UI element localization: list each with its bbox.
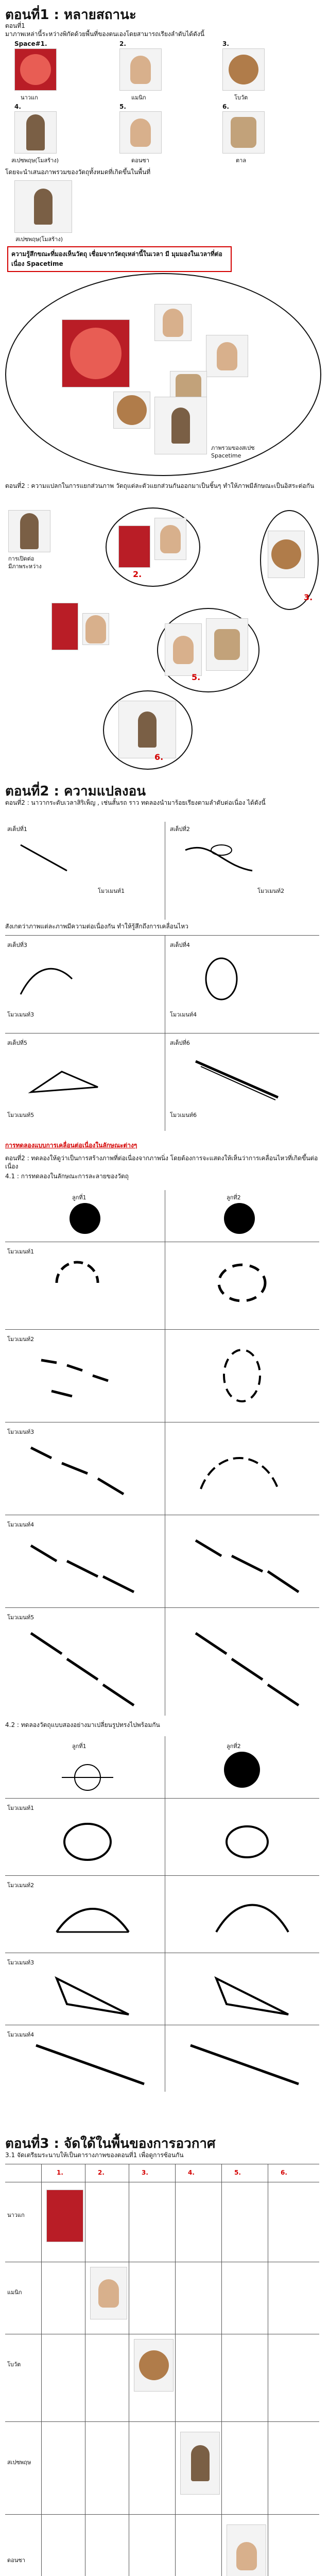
row-label-5: ดอนซา xyxy=(7,2557,25,2564)
section2-intro: ตอนที่2 : นาวากระดับเวลาสิริเพ็ญ , เช่นสั้นรถ ราว ทดลองนำมาร้อยเรียงตามลำดับต่อเนื่อง ได้ดังนี้ xyxy=(5,799,266,806)
item-2-label: แมนิก xyxy=(131,94,146,101)
grid-b-row-2: โมวเมนท์2 xyxy=(7,1882,34,1889)
grid-a-drawing-3r xyxy=(185,1437,299,1504)
table-cell-4-4 xyxy=(180,2432,220,2495)
row-label-2: แมนิก xyxy=(7,2289,22,2296)
grid-a-drawing-1l xyxy=(41,1257,134,1309)
grid-a-row-3: โมวเมนท์3 xyxy=(7,1429,34,1435)
grid-a-left-title: ลูกที่1 xyxy=(72,1194,86,1201)
composite-image xyxy=(14,180,72,233)
ellipse-image-4 xyxy=(113,392,150,429)
item-3-image xyxy=(222,48,265,91)
item-6-label: ตาล xyxy=(236,157,247,164)
step-label-j: สเต็ปที่6 xyxy=(170,1040,190,1046)
item-5-image xyxy=(119,111,162,154)
grid-b-drawing-3r xyxy=(206,1968,299,2025)
item-6-image xyxy=(222,111,265,154)
grid-b-row-1: โมวเมนท์1 xyxy=(7,1805,34,1811)
step-label-c: โมวเมนท์1 xyxy=(98,888,125,894)
sub-ellipse-2-number: 3. xyxy=(304,592,313,602)
sub-ellipse-3-image-a xyxy=(165,623,202,676)
ellipse-image-1 xyxy=(62,319,130,387)
spacetime-label: สเปซพฤษ(โมสร้าง) xyxy=(15,236,63,243)
step-label-b: สเต็ปที่2 xyxy=(170,826,190,833)
item-4-label: สเปซพฤษ(โมสร้าง) xyxy=(11,157,59,164)
grid-a-drawing-4l xyxy=(21,1530,144,1597)
item-4-number: 4. xyxy=(14,103,21,110)
sub-ellipse-3-image-b xyxy=(206,618,248,671)
grid-a-ball-left xyxy=(70,1203,100,1234)
step-label-g: โมวเมนท์3 xyxy=(7,1011,34,1018)
step-drawing-i xyxy=(26,1051,103,1103)
section3-title: ตอนที่3 : จัดใด้ในพื้นของการอวกาศ xyxy=(5,2136,216,2151)
step-drawing-b xyxy=(180,835,263,876)
grid-b-drawing-2r xyxy=(206,1891,299,1947)
section2-para-3: 4.2 : ทดลองวัตถุแบบสองอย่างมาเปลี่ยนรูปทรงไปพร้อมกัน xyxy=(5,1721,160,1728)
sub-ellipse-1-image-b xyxy=(154,518,186,560)
section1-prompt xyxy=(5,22,319,38)
item-5-label: ดอนซา xyxy=(131,157,149,164)
item-1-number: Space#1. xyxy=(14,40,47,47)
grid-b-drawing-4r xyxy=(185,2038,304,2089)
grid-b-row-3: โมวเมนท์3 xyxy=(7,1959,34,1966)
item-2-number: 2. xyxy=(119,40,126,47)
step-label-k: โมวเมนท์5 xyxy=(7,1112,34,1118)
col-head-5: 5. xyxy=(234,2169,241,2176)
grid-b-drawing-1r xyxy=(206,1814,288,1870)
grid-b-drawing-1l xyxy=(46,1814,129,1870)
item-3-number: 3. xyxy=(222,40,229,47)
grid-a-drawing-2l xyxy=(31,1345,144,1406)
section1-prompt-2: มาภาพเหล่านี้ระหว่างพิกัดด้วยพื้นที่ของตนเองโดยสามารถเรียงลำดับได้ดังนี้ xyxy=(5,30,204,38)
step-drawing-a xyxy=(15,835,77,876)
step-label-h: โมวเมนท์4 xyxy=(170,1011,197,1018)
grid-a-drawing-1r xyxy=(196,1257,288,1309)
grid-b-row-4: โมวเมนท์4 xyxy=(7,2031,34,2038)
sub-image-3 xyxy=(82,613,109,645)
item-3-label: โบวัต xyxy=(234,94,248,101)
step-label-d: โมวเมนท์2 xyxy=(257,888,285,894)
sub-label-1: การเปิดต่อ xyxy=(8,555,34,562)
col-head-6: 6. xyxy=(281,2169,287,2176)
sub-ellipse-4-image xyxy=(118,701,176,758)
grid-a-row-5: โมวเมนท์5 xyxy=(7,1614,34,1621)
grid-a-drawing-5l xyxy=(21,1623,144,1710)
grid-a-drawing-2r xyxy=(196,1345,288,1406)
row-label-3: โบวัต xyxy=(7,2361,21,2368)
grid-b-shape-left xyxy=(57,1752,118,1803)
step-drawing-f xyxy=(185,953,257,1005)
sub-ellipse-2-image xyxy=(268,531,305,578)
item-4-image xyxy=(14,111,57,154)
spacetime-note: ความรู้สึกขณะที่มองเห็นวัตถุ เชื่อมจากวัตถุเหล่านี้ในเวลา มี มุมมองในเวลาที่ต่อเนื่อง Spacetime xyxy=(7,246,232,272)
sub-ellipse-1-image-a xyxy=(118,526,150,568)
ellipse-image-3 xyxy=(206,335,248,377)
section1-caption-2: ตอนที่2 : ความแปลกในการแยกส่วนภาพ วัตถุแต่ละตัวแยกส่วนกันออกมาเป็นชิ้นๆ ทำให้ภาพมีลักษณะเป็นอิสระต่อกัน xyxy=(5,482,315,489)
section3-intro: 3.1 จัดเตรียมระนาบให้เป็นตารางภาพของตอนที่1 เพื่อดูการซ้อนกัน xyxy=(5,2151,184,2159)
sub-ellipse-1-number: 2. xyxy=(133,569,142,579)
table-cell-2-2 xyxy=(90,2267,127,2319)
step-drawing-j xyxy=(191,1051,283,1103)
step-drawing-e xyxy=(15,953,77,999)
section1-caption-below: โดยจะนำเสนอภาพรวมของวัตถุทั้งหมดที่เกิดขึ้นในพื้นที่ xyxy=(5,168,151,176)
grid-a-drawing-5r xyxy=(185,1623,309,1710)
item-1-image xyxy=(14,48,57,91)
sub-image-1 xyxy=(8,510,50,552)
grid-b-drawing-3l xyxy=(46,1968,139,2025)
ellipse-image-6 xyxy=(154,397,207,454)
grid-a-row-2: โมวเมนท์2 xyxy=(7,1336,34,1343)
sub-image-2 xyxy=(51,603,78,650)
grid-b-left-title: ลูกที่1 xyxy=(72,1743,86,1750)
sub-ellipse-4-number: 6. xyxy=(154,752,164,762)
table-cell-5-5 xyxy=(227,2524,266,2576)
table-cell-3-3 xyxy=(134,2339,174,2392)
grid-b-right-title: ลูกที่2 xyxy=(227,1743,241,1750)
col-head-4: 4. xyxy=(188,2169,195,2176)
step-label-e: สเต็ปที่3 xyxy=(7,942,27,948)
grid-b-drawing-4l xyxy=(31,2038,149,2089)
section1-prompt-1: ตอนที่1 xyxy=(5,22,25,29)
section2-para-1: ตอนที่2 : ทดลองให้ดูว่าเป็นการสร้างภาพที่ต่อเนื่องจากภาพนิ่ง โดยต้องการจะแสดงให้เห็นว่าการเคลื่อนไหวที่เกิดขึ้นต่อเนื่อง xyxy=(5,1155,318,1170)
grid-b-drawing-2l xyxy=(46,1891,139,1947)
item-5-number: 5. xyxy=(119,103,126,110)
section2-title: ตอนที่2 : ความแปลงอน xyxy=(5,784,146,799)
sub-label-2: มีภาพระหว่าง xyxy=(8,563,42,570)
step-label-i: สเต็ปที่5 xyxy=(7,1040,27,1046)
item-1-label: นาวแก xyxy=(21,94,38,101)
item-2-image xyxy=(119,48,162,91)
ellipse-caption: ภาพรวมของสเปซ Spacetime xyxy=(211,445,255,459)
row-label-4: สเปซพฤษ xyxy=(7,2459,31,2466)
grid-a-row-1: โมวเมนท์1 xyxy=(7,1248,34,1255)
col-head-2: 2. xyxy=(98,2169,105,2176)
col-head-1: 1. xyxy=(57,2169,63,2176)
item-6-number: 6. xyxy=(222,103,229,110)
grid-a-row-4: โมวเมนท์4 xyxy=(7,1521,34,1528)
step-label-f: สเต็ปที่4 xyxy=(170,942,190,948)
ellipse-image-2 xyxy=(154,304,192,341)
col-head-3: 3. xyxy=(142,2169,148,2176)
sub-ellipse-3-number: 5. xyxy=(192,672,201,682)
section2-para-2: 4.1 : การทดลองในลักษณะการละลายของวัตถุ xyxy=(5,1173,129,1180)
section2-red-caption: การทดลองแบบการเคลื่อนต่อเนื่องในลักษณะต่างๆ xyxy=(5,1142,137,1149)
grid-a-drawing-4r xyxy=(185,1530,309,1597)
section2-note: สังเกตว่าภาพแต่ละภาพมีความต่อเนื่องกัน ทำให้รู้สึกถึงการเคลื่อนไหว xyxy=(5,923,188,930)
section1-title: ตอนที่1 : หลายสถานะ xyxy=(5,7,136,23)
grid-a-drawing-3l xyxy=(21,1437,144,1504)
step-label-l: โมวเมนท์6 xyxy=(170,1112,197,1118)
grid-a-ball-right xyxy=(224,1203,255,1234)
grid-b-ball-right xyxy=(224,1752,260,1788)
grid-a-right-title: ลูกที่2 xyxy=(227,1194,241,1201)
row-label-1: นาวแก xyxy=(7,2212,25,2218)
step-label-a: สเต็ปที่1 xyxy=(7,826,27,833)
table-cell-1-1 xyxy=(46,2190,83,2242)
